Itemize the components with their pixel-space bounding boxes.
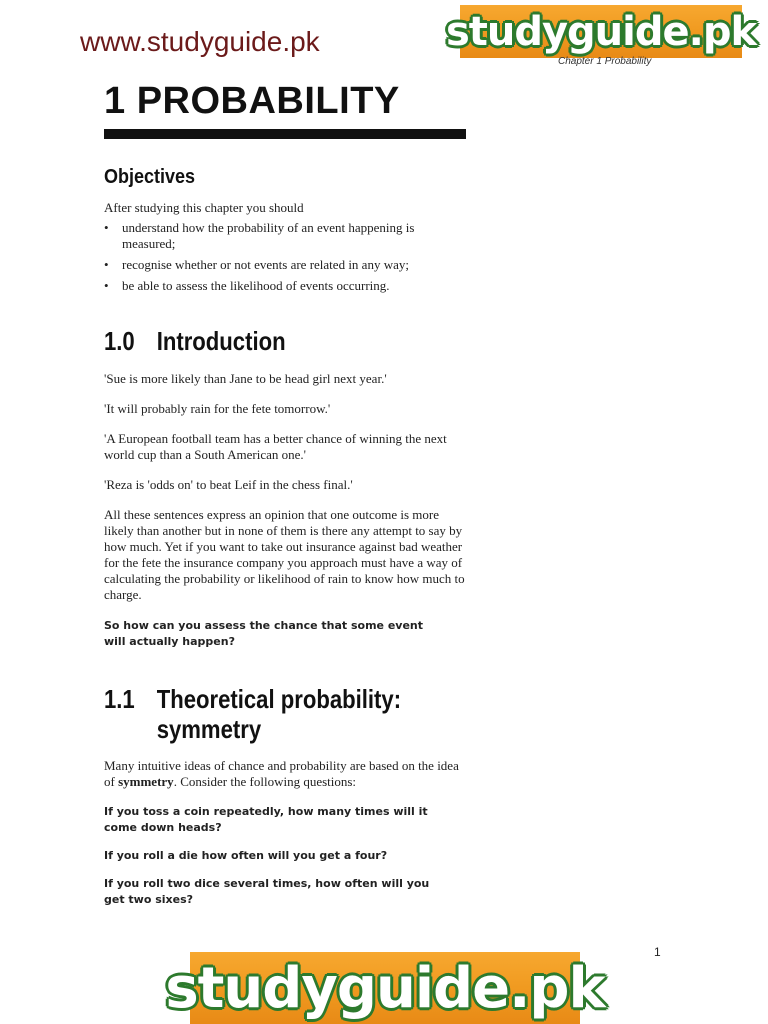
studyguide-logo-top <box>445 5 757 58</box>
logo-text: studyguide.pk <box>165 955 605 1021</box>
quote-paragraph: 'It will probably rain for the fete tomorrow.' <box>104 401 331 416</box>
introduction-question: So how can you assess the chance that some event will actually happen? <box>104 619 424 648</box>
paragraph-text: Many intuitive ideas of chance and probability are based on the idea of <box>104 758 459 789</box>
quote-paragraph: 'A European football team has a better chance of winning the next world cup than a South American one.' <box>104 431 447 462</box>
paragraph-text: . Consider the following questions: <box>173 774 357 789</box>
keyword-symmetry: symmetry <box>118 774 174 789</box>
objective-item: • recognise whether or not events are related in any way; <box>104 257 464 273</box>
studyguide-logo-bottom <box>165 952 605 1024</box>
site-url[interactable]: www.studyguide.pk <box>80 26 320 57</box>
quote-paragraph: 'Reza is 'odds on' to beat Leif in the chess final.' <box>104 477 353 492</box>
objectives-block <box>104 200 464 299</box>
section-heading-theoretical-probability <box>104 684 401 744</box>
section-title-line2: symmetry <box>156 714 262 744</box>
section-number: 1.1 <box>104 684 135 714</box>
introduction-text <box>104 371 466 603</box>
objectives-list <box>104 220 464 294</box>
chapter-title: 1 PROBABILITY <box>104 80 400 122</box>
symmetry-paragraph <box>104 758 464 790</box>
objectives-intro: After studying this chapter you should <box>104 200 304 215</box>
logo-text: studyguide.pk <box>445 8 757 55</box>
question-two-dice: If you roll two dice several times, how often will you get two sixes? <box>104 877 430 906</box>
question-die: If you roll a die how often will you get a four? <box>104 849 388 862</box>
objectives-heading: Objectives <box>104 166 196 188</box>
objective-item: • understand how the probability of an event happening is measured; <box>104 220 464 252</box>
objective-item: • be able to assess the likelihood of events occurring. <box>104 278 464 294</box>
title-rule <box>104 129 466 139</box>
quote-paragraph: 'Sue is more likely than Jane to be head girl next year.' <box>104 371 387 386</box>
section-number: 1.0 <box>104 326 135 356</box>
body-paragraph: All these sentences express an opinion that one outcome is more likely than another but in none of them is there any attempt to say by how much. Yet if you want to take out insurance against bad weather for the fete the insurance company you approach must have a way of calculating the probability or likelihood of rain to know how much to charge. <box>104 507 465 602</box>
page-number: 1 <box>654 945 661 959</box>
section-title: Introduction <box>156 326 286 356</box>
question-coin: If you toss a coin repeatedly, how many times will it come down heads? <box>104 805 428 834</box>
section-title-line1: Theoretical probability: <box>156 684 402 714</box>
section-heading-introduction <box>104 326 286 356</box>
chapter-reference: Chapter 1 Probability <box>558 56 652 67</box>
